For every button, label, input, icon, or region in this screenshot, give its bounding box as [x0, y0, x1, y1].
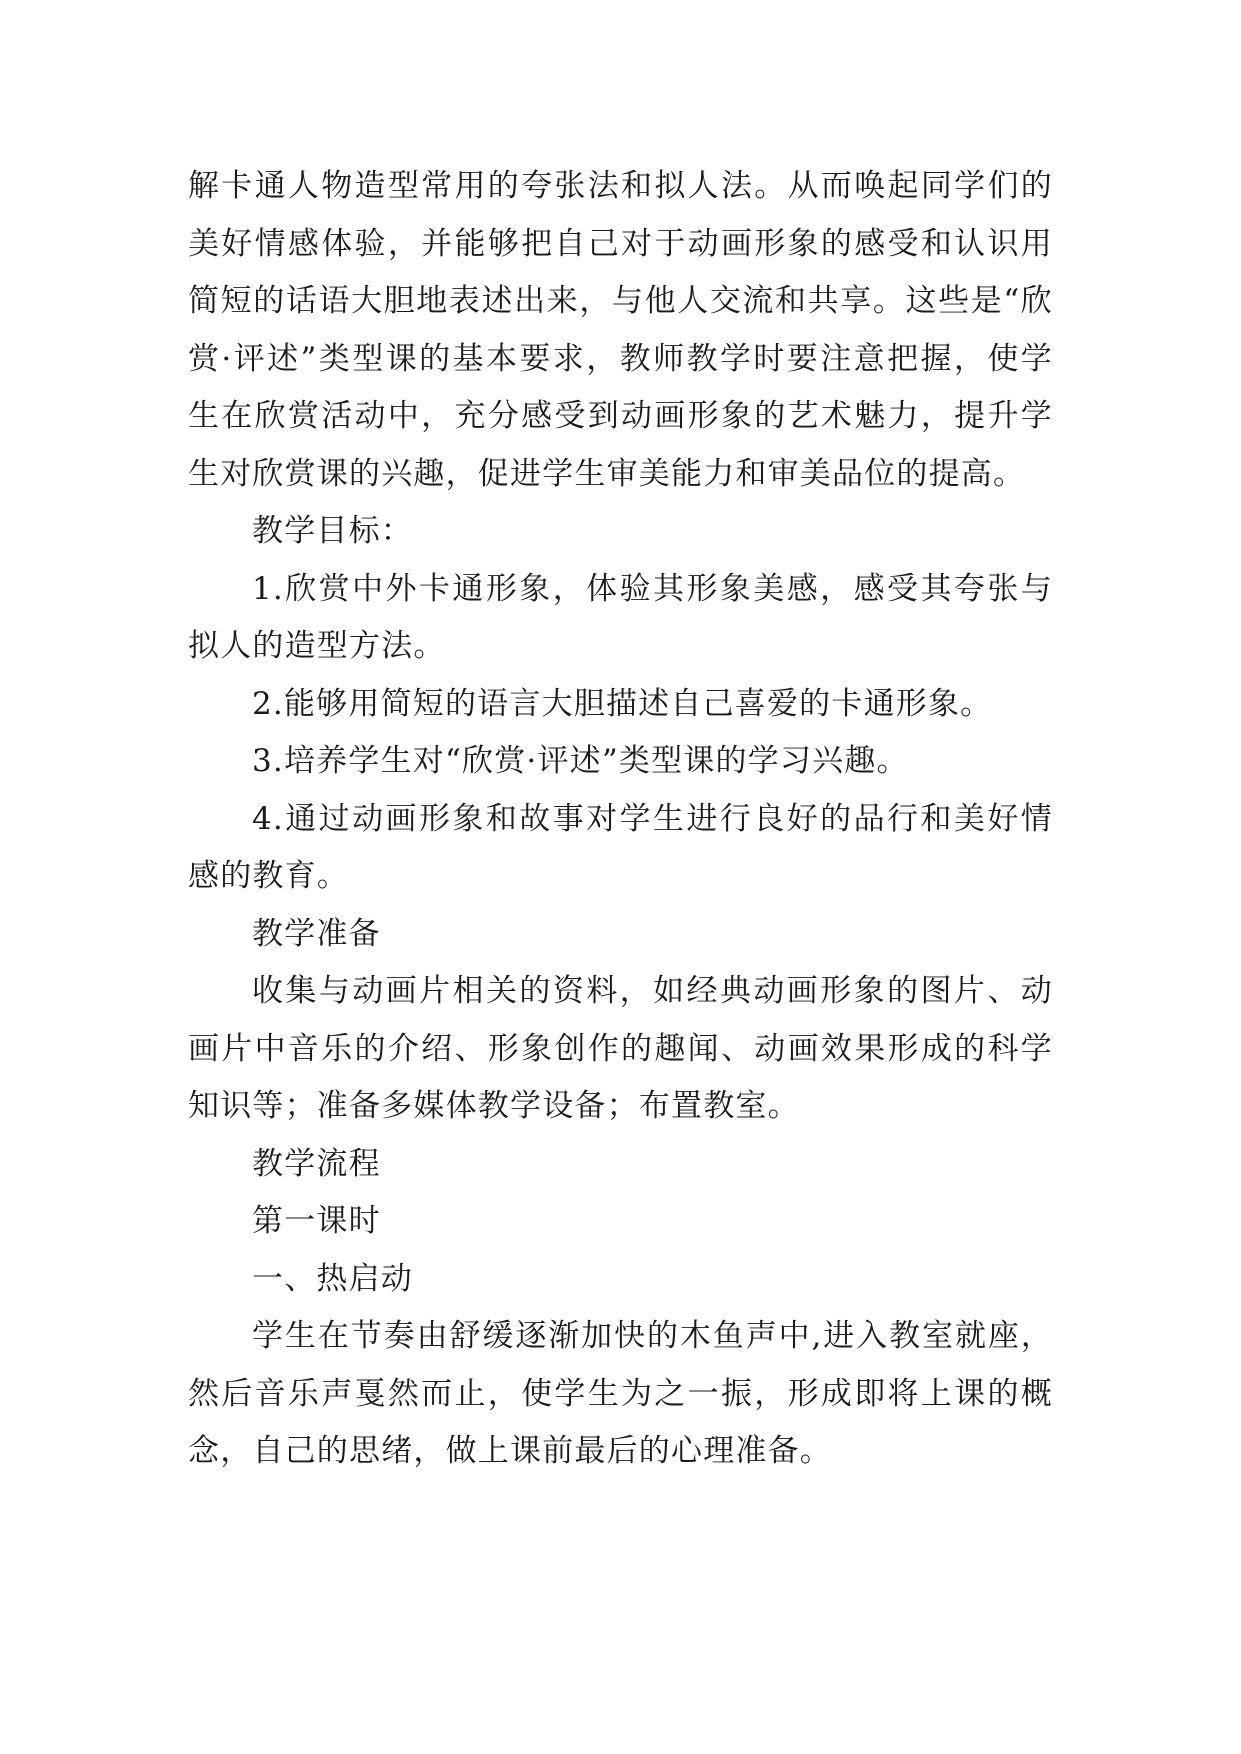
document-body [188, 158, 1053, 1481]
heading-first-lesson: 第一课时 [252, 1203, 381, 1239]
heading-teaching-preparation: 教学准备 [252, 915, 381, 952]
goal-item-4: 4.通过动画形象和故事对学生进行良好的品行和美好情感的教育。 [188, 800, 1053, 894]
goal-item-1: 1.欣赏中外卡通形象，体验其形象美感，感受其夸张与拟人的造型方法。 [188, 570, 1053, 664]
heading-teaching-process: 教学流程 [252, 1145, 381, 1182]
goal-item-2: 2.能够用简短的语言大胆描述自己喜爱的卡通形象。 [252, 685, 993, 722]
paragraph-continued-intro: 解卡通人物造型常用的夸张法和拟人法。从而唤起同学们的美好情感体验，并能够把自己对于动画形象的感受和认识用简短的话语大胆地表述出来，与他人交流和共享。这些是“欣赏·评述”类型课的基本要求，教师教学时要注意把握，使学生在欣赏活动中，充分感受到动画形象的艺术魅力，提升学生对欣赏课的兴趣，促进学生审美能力和审美品位的提高。 [188, 168, 1053, 492]
heading-teaching-goals: 教学目标： [252, 513, 413, 549]
goal-item-3: 3.培养学生对“欣赏·评述”类型课的学习兴趣。 [252, 743, 909, 779]
paragraph-warm-up: 学生在节奏由舒缓逐渐加快的木鱼声中,进入教室就座，然后音乐声戛然而止，使学生为之一振，形成即将上课的概念，自己的思绪，做上课前最后的心理准备。 [188, 1318, 1053, 1469]
heading-warm-up: 一、热启动 [252, 1260, 413, 1297]
paragraph-preparation: 收集与动画片相关的资料，如经典动画形象的图片、动画片中音乐的介绍、形象创作的趣闻、动画效果形成的科学知识等；准备多媒体教学设备；布置教室。 [188, 973, 1053, 1124]
